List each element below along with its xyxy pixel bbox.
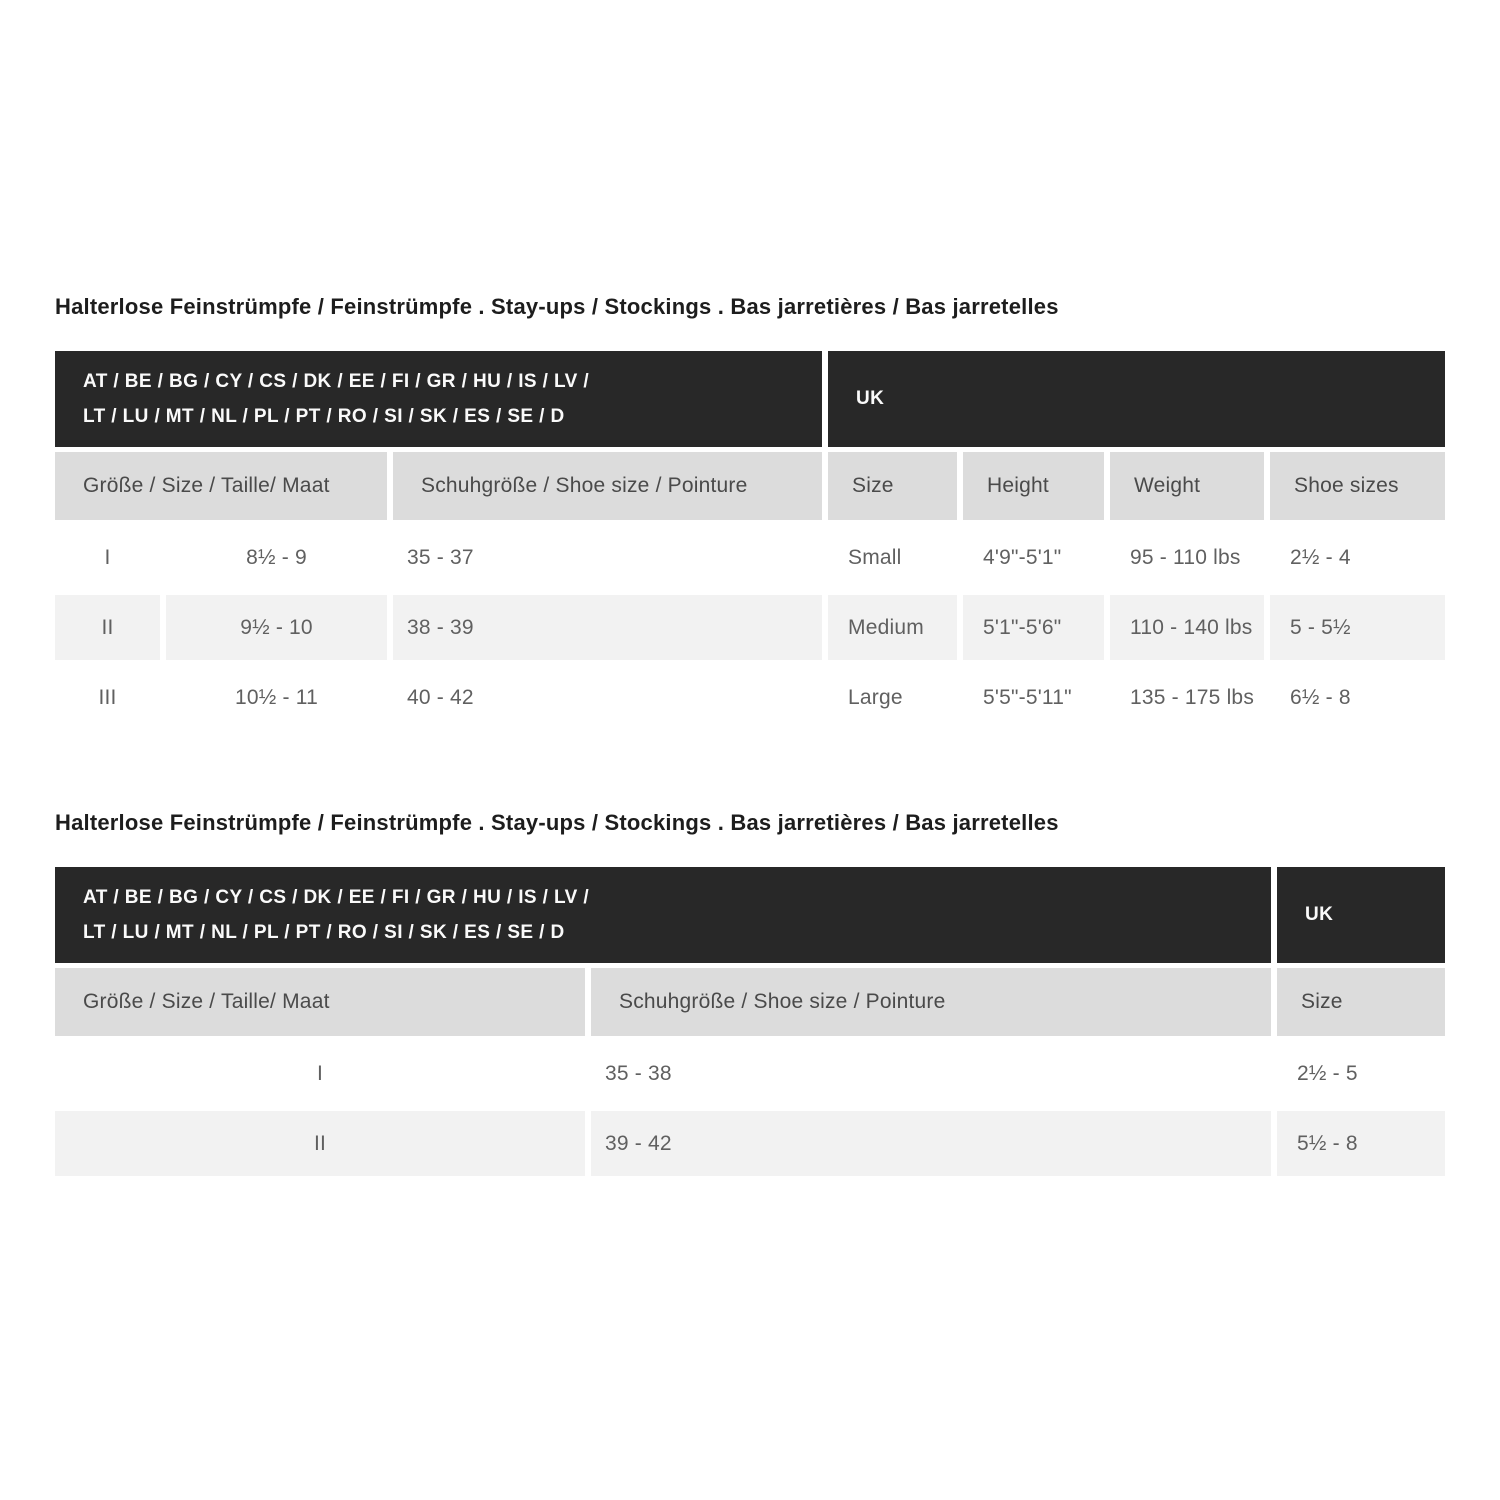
- cell-size-numeral: I: [104, 545, 111, 569]
- column-header-size: Größe / Size / Taille/ Maat: [55, 452, 387, 520]
- size-table-1: [55, 351, 1445, 730]
- size-chart-title-2: Halterlose Feinstrümpfe / Feinstrümpfe . Stay-ups / Stockings . Bas jarretières / Bas jarretelles: [55, 810, 1059, 835]
- cell-uk-weight: 110 - 140 lbs: [1110, 595, 1264, 660]
- uk-header: [828, 351, 1445, 447]
- cell-uk-shoe-sizes: 2½ - 4: [1290, 545, 1351, 569]
- eu-countries-line2: LT / LU / MT / NL / PL / PT / RO / SI / SK / ES / SE / D: [83, 922, 565, 943]
- size-chart-title-1: Halterlose Feinstrümpfe / Feinstrümpfe . Stay-ups / Stockings . Bas jarretières / Bas jarretelles: [55, 294, 1059, 319]
- uk-header-label: UK: [856, 388, 885, 409]
- cell-uk-weight: 95 - 110 lbs: [1130, 545, 1241, 569]
- cell-shoe-size: 39 - 42: [591, 1111, 1271, 1176]
- eu-countries-line1: AT / BE / BG / CY / CS / DK / EE / FI / GR / HU / IS / LV /: [83, 371, 590, 392]
- column-header-size: Größe / Size / Taille/ Maat: [55, 968, 585, 1036]
- cell-shoe-size: 35 - 38: [605, 1061, 672, 1085]
- size-chart-page: [55, 0, 1445, 1176]
- eu-countries-header: [55, 351, 822, 447]
- cell-uk-size: Small: [848, 545, 902, 569]
- cell-uk-size: 5½ - 8: [1277, 1111, 1445, 1176]
- cell-uk-weight: 135 - 175 lbs: [1130, 685, 1255, 709]
- cell-uk-size: 2½ - 5: [1297, 1061, 1358, 1085]
- column-header-shoe-size: Schuhgröße / Shoe size / Pointure: [591, 968, 1271, 1036]
- cell-uk-size: Large: [848, 685, 903, 709]
- cell-size-numeral: I: [316, 1061, 324, 1085]
- cell-size-numeral: II: [55, 595, 160, 660]
- column-header-uk-size: Size: [1277, 968, 1445, 1036]
- cell-uk-shoe-sizes: 5 - 5½: [1270, 595, 1445, 660]
- eu-countries-header: [55, 867, 1271, 963]
- cell-uk-size: Medium: [828, 595, 957, 660]
- column-header-uk-height: Height: [963, 452, 1104, 520]
- cell-shoe-size: 40 - 42: [407, 685, 474, 709]
- cell-size-numeral: II: [55, 1111, 585, 1176]
- cell-size-range: 8½ - 9: [246, 545, 307, 569]
- eu-countries-line1: AT / BE / BG / CY / CS / DK / EE / FI / GR / HU / IS / LV /: [83, 887, 590, 908]
- cell-uk-height: 5'1"-5'6": [963, 595, 1104, 660]
- eu-countries-line2: LT / LU / MT / NL / PL / PT / RO / SI / SK / ES / SE / D: [83, 406, 565, 427]
- cell-shoe-size: 35 - 37: [407, 545, 474, 569]
- cell-size-range: 9½ - 10: [166, 595, 387, 660]
- cell-uk-height: 4'9"-5'1": [983, 545, 1062, 569]
- uk-header-label: UK: [1305, 904, 1334, 925]
- column-header-uk-size: Size: [828, 452, 957, 520]
- cell-size-range: 10½ - 11: [235, 685, 318, 709]
- column-header-uk-shoe-sizes: Shoe sizes: [1270, 452, 1445, 520]
- uk-header: [1277, 867, 1445, 963]
- cell-uk-shoe-sizes: 6½ - 8: [1290, 685, 1351, 709]
- cell-uk-height: 5'5"-5'11": [983, 685, 1072, 709]
- column-header-uk-weight: Weight: [1110, 452, 1264, 520]
- cell-shoe-size: 38 - 39: [393, 595, 822, 660]
- cell-size-numeral: III: [98, 685, 117, 709]
- column-header-shoe-size: Schuhgröße / Shoe size / Pointure: [393, 452, 822, 520]
- size-table-2: [55, 867, 1445, 1176]
